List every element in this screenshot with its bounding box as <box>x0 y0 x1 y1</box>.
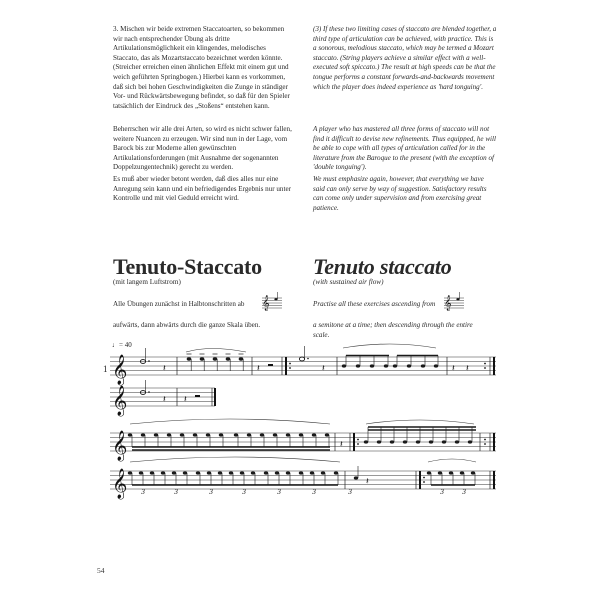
quarter-rest-icon: 𝄽 <box>184 395 187 405</box>
english-instruction-line-2: a semitone at a time; then descending through the entire <box>313 321 473 329</box>
staff-system-2 <box>110 380 215 417</box>
slur <box>343 344 436 348</box>
triplet-label: 3 <box>277 488 282 496</box>
quarter-rest-icon: 𝄽 <box>322 364 325 374</box>
treble-clef-icon: 𝄞 <box>112 386 128 416</box>
treble-clef-icon: 𝄞 <box>112 431 128 461</box>
english-section-subheading: (with sustained air flow) <box>313 278 384 286</box>
german-section-heading: Tenuto-Staccato <box>113 254 262 279</box>
quarter-rest-icon: 𝄽 <box>163 364 166 374</box>
quarter-rest-icon: 𝄽 <box>366 477 369 487</box>
german-paragraph-1: 3. Mischen wir beide extremen Staccatoarten, so bekommen wir nach entsprechender Übung als dritte Artikulationsmöglichkeit ein klingendes, melodisches Staccato, das als Mozartstaccato bezeichnet werden könnte. (Streicher erreichen einen ähnlichen Effekt mit einem gut und weich geführten Springbogen.) Hierbei kann es vorkommen, daß sich bei hohen Geschwindigkeiten die Zunge in ständiger Vor- und Rückwärtsbewegung befindet, so daß für den Spieler tatsächlich der Eindruck des „Stoßens“ entstehen kann. <box>113 25 290 110</box>
english-instruction-line-3: scale. <box>313 331 330 339</box>
half-rest-icon <box>268 364 273 366</box>
tempo-marking: ♩= 40 <box>112 341 132 349</box>
treble-clef-icon: 𝄞 <box>112 355 128 385</box>
quarter-rest-icon: 𝄽 <box>163 395 166 405</box>
svg-text:𝄞: 𝄞 <box>262 296 270 311</box>
slur <box>366 420 474 424</box>
system-number: 1 <box>103 364 108 374</box>
svg-text:𝄞: 𝄞 <box>444 296 452 311</box>
note-group <box>187 354 244 371</box>
english-paragraph-2: A player who has mastered all three forms of staccato will not find it difficult to devise new refinements. Thus equipped, he will be able to cope with all types of articulation called for in the literature from the Baroque to the present (with the exception of 'double tonguing'). <box>313 125 496 172</box>
page-number: 54 <box>97 566 105 575</box>
quarter-rest-icon: 𝄽 <box>257 364 260 374</box>
quarter-rest-icon: 𝄽 <box>340 440 343 450</box>
triplet-label: 3 <box>440 488 445 496</box>
triplet-label: 3 <box>209 488 214 496</box>
staff-system-3 <box>110 419 496 462</box>
slur <box>186 349 246 353</box>
staff-system-1 <box>103 341 496 386</box>
triplet-label: 3 <box>348 488 353 496</box>
english-section-heading: Tenuto staccato <box>313 254 452 279</box>
english-paragraph-1: (3) If these two limiting cases of staccato are blended together, a third type of articulation can be achieved, with practice. This is a sonorous, melodious staccato, which may be termed a Mozart staccato. (String players achieve a similar effect with a well-executed soft spiccato.) The result at high speeds can be that the tongue performs a constant forwards-and-backwards movement which the player does indeed experience as 'hard tonguing'. <box>313 25 497 91</box>
sixteenth-note-run <box>364 427 476 444</box>
half-rest-icon <box>195 395 200 397</box>
quarter-rest-icon: 𝄽 <box>452 364 455 374</box>
german-paragraph-2: Beherrschen wir alle drei Arten, so wird es nicht schwer fallen, weitere Nuancen zu erzeugen. Wir sind nun in der Lage, vom Barock bis zur Moderne allen gewünschten Artikulationsforderungen (mit Ausnahme der sogenannten Doppelzungentechnik) gerecht zu werden. <box>113 125 292 172</box>
treble-clef-icon: 𝄞 <box>112 469 128 499</box>
triplet-label: 3 <box>312 488 317 496</box>
german-section-subheading: (mit langem Luftstrom) <box>113 278 181 286</box>
triplet-label: 3 <box>141 488 146 496</box>
german-instruction-line-1: Alle Übungen zunächst in Halbtonschritten ab <box>113 300 245 308</box>
note <box>299 357 304 361</box>
dot <box>148 360 150 362</box>
staff-system-4 <box>110 457 496 500</box>
german-paragraph-3: Es muß aber wieder betont werden, daß dies alles nur eine Anregung sein kann und ein befriedigendes Ergebnis nur unter Kontrolle und mit viel Geduld erreicht wird. <box>113 175 291 203</box>
slur <box>428 459 476 462</box>
quarter-rest-icon: 𝄽 <box>466 364 469 374</box>
english-instruction-line-1: Practise all these exercises ascending from <box>313 300 436 308</box>
slur <box>130 457 340 462</box>
triplet-label: 3 <box>242 488 247 496</box>
triplet-label: 3 <box>174 488 179 496</box>
english-paragraph-3: We must emphasize again, however, that everything we have said can only serve by way of suggestion. Satisfactory results can come only under supervision and from exercising great patience. <box>313 175 487 212</box>
slur <box>130 419 330 424</box>
triplet-run <box>128 471 338 485</box>
german-instruction-line-2: aufwärts, dann abwärts durch die ganze Skala üben. <box>113 321 261 329</box>
triplet-label: 3 <box>462 488 467 496</box>
